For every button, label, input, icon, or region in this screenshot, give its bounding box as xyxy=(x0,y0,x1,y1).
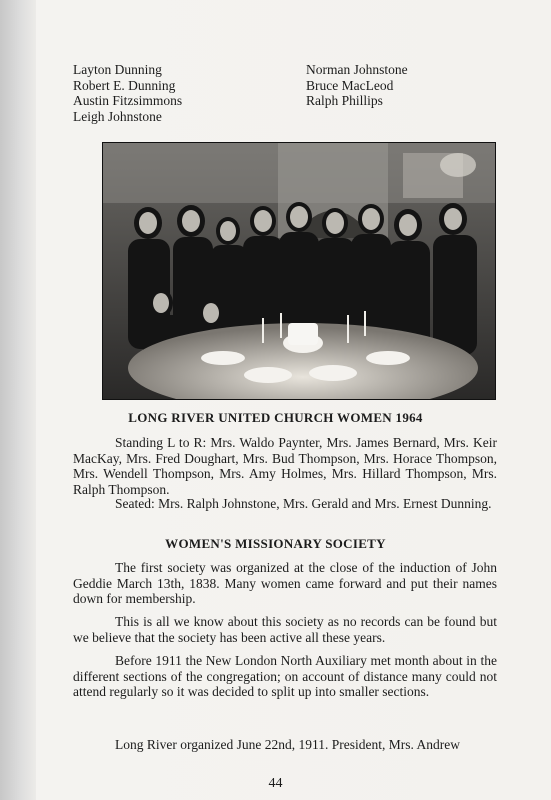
group-photo xyxy=(102,142,496,400)
name-item: Leigh Johnstone xyxy=(73,108,162,124)
name-item: Layton Dunning xyxy=(73,62,162,77)
name-item: Austin Fitzsimmons xyxy=(73,93,183,108)
photo-caption-standing: Standing L to R: Mrs. Waldo Paynter, Mrs. James Bernard, Mrs. Keir MacKay, Mrs. Fred Doughart, Mrs. Bud Thompson, Mrs. Horace Thompson, Mrs. Wendell Thompson, Mrs. Amy Holmes, Mrs. Hillard Thompson, Mrs. Ralph Thompson. xyxy=(73,435,497,497)
name-item: Norman Johnstone xyxy=(306,62,408,77)
paragraph: Long River organized June 22nd, 1911. President, Mrs. Andrew xyxy=(115,737,460,752)
name-item: Ralph Phillips xyxy=(306,93,383,108)
paragraph: The first society was organized at the close of the induction of John Geddie March 13th, 1838. Many women came forward and put their names down for membership. xyxy=(73,560,497,606)
photo-caption-seated: Seated: Mrs. Ralph Johnstone, Mrs. Gerald and Mrs. Ernest Dunning. xyxy=(115,496,492,511)
paragraph: This is all we know about this society as no records can be found but we believe that the society has been active all these years. xyxy=(73,614,497,645)
photo-caption-title: LONG RIVER UNITED CHURCH WOMEN 1964 xyxy=(128,410,423,425)
page-number: 44 xyxy=(268,776,283,791)
name-item: Bruce MacLeod xyxy=(306,77,394,93)
book-spine xyxy=(0,0,36,800)
group-photo-illustration xyxy=(103,143,495,399)
names-list-left xyxy=(73,62,182,124)
section-title: WOMEN'S MISSIONARY SOCIETY xyxy=(165,536,386,551)
name-item: Robert E. Dunning xyxy=(73,77,176,93)
names-list-right xyxy=(306,62,408,109)
paragraph: Before 1911 the New London North Auxiliary met month about in the different sections of the congregation; on account of distance many could not attend regularly so it was decided to split up into smaller sections. xyxy=(73,653,497,699)
